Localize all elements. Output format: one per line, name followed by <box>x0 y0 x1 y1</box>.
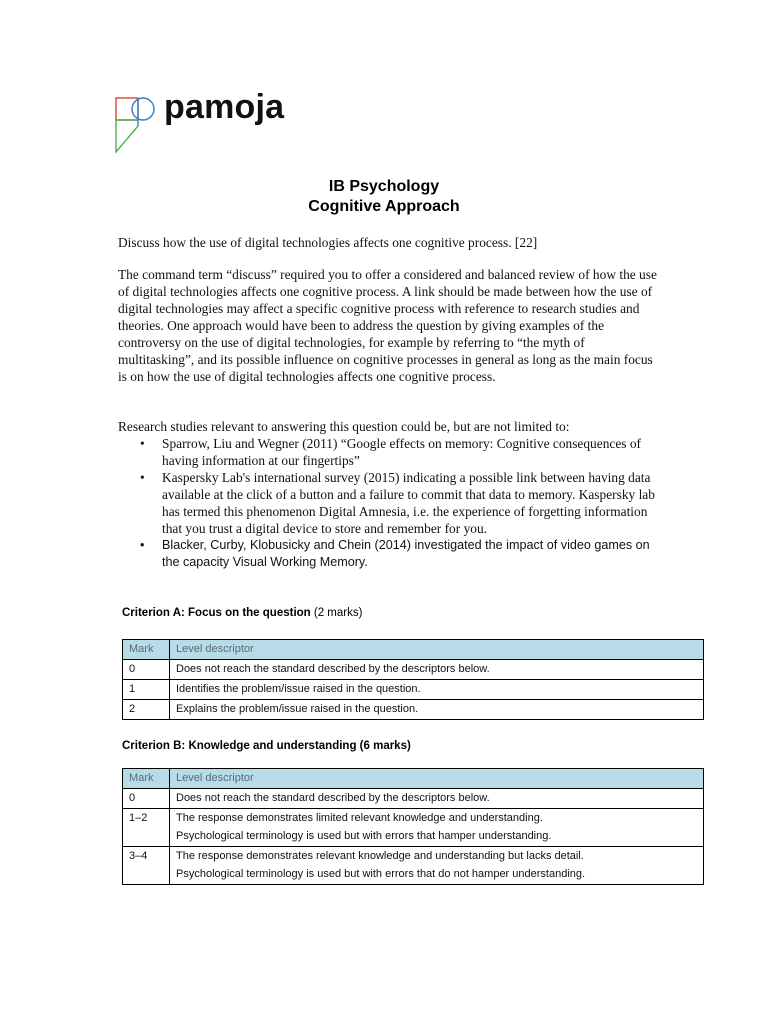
command-term-paragraph: The command term “discuss” required you to offer a considered and balanced review of how the use of digital technologies affects one cognitive process. A link should be made between how the use of digital technologies may affect a specific cognitive process with reference to research studies and theories. One approach would have been to address the question by giving examples of the controversy on the use of digital technologies, for example by referring to “the myth of multitasking”, and its possible influence on cognitive processes in general as long as the main focus is on how the use of digital technologies affects one cognitive process. <box>118 267 657 384</box>
descriptor-line: Does not reach the standard described by the descriptors below. <box>176 663 490 675</box>
descriptor-cell <box>170 847 704 885</box>
research-item-text: Sparrow, Liu and Wegner (2011) “Google effects on memory: Cognitive consequences of having information at our fingertips” <box>162 436 641 468</box>
criterion-b-heading: Criterion B: Knowledge and understanding (6 marks) <box>122 740 411 752</box>
descriptor-cell <box>170 700 704 720</box>
list-item <box>140 435 660 469</box>
list-item <box>140 469 660 537</box>
criterion-a-marks: (2 marks) <box>313 607 363 619</box>
bullet-icon: • <box>140 538 145 552</box>
table-row <box>123 700 704 720</box>
descriptor-line: Does not reach the standard described by the descriptors below. <box>176 792 490 804</box>
table-row <box>123 809 704 847</box>
descriptor-line: Psychological terminology is used but with errors that do not hamper understanding. <box>176 868 586 880</box>
research-list <box>140 435 660 571</box>
criterion-a-heading <box>122 607 362 619</box>
mark-cell: 0 <box>123 789 170 809</box>
criterion-b-table <box>122 768 704 885</box>
descriptor-line: Explains the problem/issue raised in the question. <box>176 703 419 715</box>
brand-name: pamoja <box>164 88 285 126</box>
list-item <box>140 537 660 571</box>
descriptor-cell <box>170 680 704 700</box>
column-header-descriptor: Level descriptor <box>170 769 704 789</box>
table-row <box>123 680 704 700</box>
column-header-mark: Mark <box>123 640 170 660</box>
descriptor-cell <box>170 789 704 809</box>
bullet-icon: • <box>140 470 145 485</box>
table-header-row <box>123 640 704 660</box>
descriptor-line: Psychological terminology is used but with errors that hamper understanding. <box>176 830 552 842</box>
criterion-a-title: Criterion A: Focus on the question <box>122 607 311 619</box>
table-header-row <box>123 769 704 789</box>
criterion-a-table <box>122 639 704 720</box>
research-item-text: Kaspersky Lab's international survey (2015) indicating a possible link between having data available at the click of a button and a failure to commit that data to memory. Kaspersky lab has termed this phenomenon Digital Amnesia, i.e. the experience of forgetting information that you trust a digital device to store and remember for you. <box>162 470 655 536</box>
topic-heading: Cognitive Approach <box>308 198 460 215</box>
research-intro: Research studies relevant to answering this question could be, but are not limited to: <box>118 419 570 434</box>
mark-cell: 2 <box>123 700 170 720</box>
page-title <box>0 177 768 217</box>
essay-question: Discuss how the use of digital technologies affects one cognitive process. [22] <box>118 235 538 250</box>
table-row <box>123 660 704 680</box>
subject-heading: IB Psychology <box>328 178 440 195</box>
descriptor-cell <box>170 660 704 680</box>
bullet-icon: • <box>140 436 145 451</box>
mark-cell: 1–2 <box>123 809 170 847</box>
descriptor-line: The response demonstrates limited relevant knowledge and understanding. <box>176 812 543 824</box>
column-header-descriptor: Level descriptor <box>170 640 704 660</box>
pamoja-logo-mark-icon <box>114 92 162 156</box>
descriptor-line: Identifies the problem/issue raised in the question. <box>176 683 421 695</box>
pamoja-logo <box>114 88 334 156</box>
mark-cell: 3–4 <box>123 847 170 885</box>
mark-cell: 0 <box>123 660 170 680</box>
descriptor-line: The response demonstrates relevant knowledge and understanding but lacks detail. <box>176 850 584 862</box>
table-row <box>123 789 704 809</box>
mark-cell: 1 <box>123 680 170 700</box>
column-header-mark: Mark <box>123 769 170 789</box>
research-item-text: Blacker, Curby, Klobusicky and Chein (2014) investigated the impact of video games on the capacity Visual Working Memory. <box>162 538 650 569</box>
descriptor-cell <box>170 809 704 847</box>
table-row <box>123 847 704 885</box>
